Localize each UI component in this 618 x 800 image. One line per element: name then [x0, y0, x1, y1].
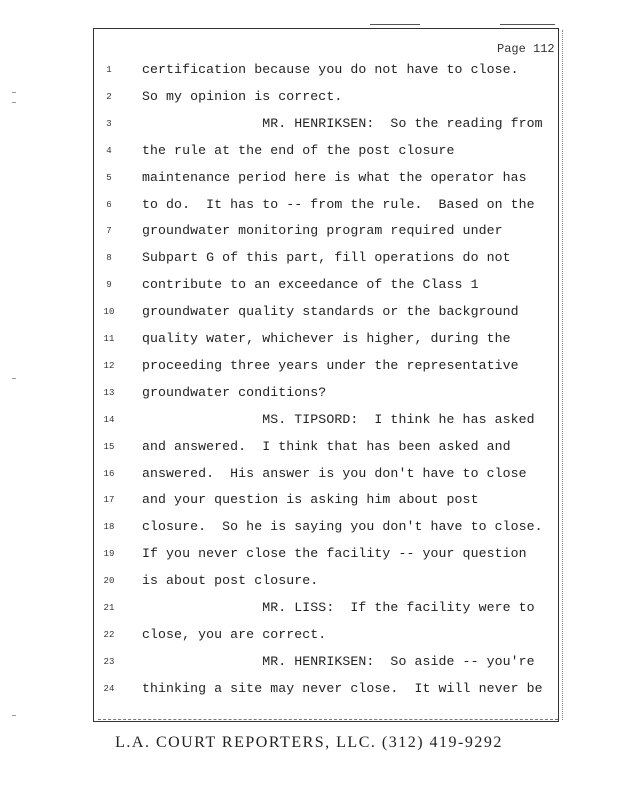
line-number: 13 [103, 387, 115, 398]
line-number: 7 [106, 226, 112, 237]
transcript-line [100, 573, 555, 595]
line-number: 1 [106, 65, 112, 75]
line-number: 6 [106, 199, 112, 210]
line-number: 24 [103, 683, 115, 694]
line-number: 3 [106, 118, 112, 129]
transcript-line [100, 170, 555, 192]
bottom-rule [98, 719, 558, 720]
transcript-line [100, 466, 555, 488]
line-text: groundwater quality standards or the background [142, 304, 519, 320]
line-text: groundwater monitoring program required under [142, 223, 503, 239]
transcript-line [100, 412, 555, 434]
line-number: 15 [103, 441, 115, 452]
line-text: MR. LISS: If the facility were to [142, 600, 535, 615]
line-number: 5 [106, 172, 112, 183]
line-text: groundwater conditions? [142, 384, 327, 400]
transcript-line [100, 439, 555, 461]
transcript-line [100, 385, 555, 407]
line-number: 14 [103, 414, 115, 425]
transcript-line [100, 62, 555, 84]
scan-mark [370, 24, 420, 25]
line-text: maintenance period here is what the operator has [142, 169, 527, 185]
transcript-line [100, 304, 555, 326]
line-text: closure. So he is saying you don't have to close. [142, 519, 543, 535]
line-number: 2 [106, 91, 112, 102]
page-edge [562, 30, 565, 720]
transcript-line [100, 546, 555, 568]
line-number: 8 [106, 253, 112, 264]
line-number: 17 [103, 495, 115, 506]
line-text: quality water, whichever is higher, during the [142, 331, 511, 346]
scan-mark [500, 24, 555, 25]
transcript-line [100, 223, 555, 245]
line-text: the rule at the end of the post closure [142, 142, 455, 158]
line-text: proceeding three years under the representative [142, 357, 519, 373]
transcript-line [100, 600, 555, 622]
line-text: certification because you do not have to close. [142, 62, 519, 77]
line-text: Subpart G of this part, fill operations do not [142, 250, 511, 266]
line-number: 9 [106, 280, 112, 291]
line-number: 18 [103, 522, 115, 533]
line-number: 11 [103, 334, 115, 344]
scan-mark [12, 92, 16, 93]
transcript-line [100, 250, 555, 272]
line-text: If you never close the facility -- your question [142, 546, 527, 562]
scan-mark [12, 378, 16, 379]
line-text: MR. HENRIKSEN: So aside -- you're [142, 653, 535, 669]
transcript-line [100, 654, 555, 676]
transcript-line [100, 627, 555, 649]
transcript-line [100, 681, 555, 703]
line-text: So my opinion is correct. [142, 88, 343, 104]
transcript-line [100, 331, 555, 353]
line-number: 12 [103, 360, 115, 371]
line-text: contribute to an exceedance of the Class 1 [142, 277, 479, 293]
transcript-line [100, 197, 555, 219]
transcript-line [100, 358, 555, 380]
transcript-line [100, 116, 555, 138]
line-text: close, you are correct. [142, 626, 327, 642]
line-number: 22 [103, 629, 115, 640]
line-number: 21 [103, 603, 115, 613]
line-text: is about post closure. [142, 573, 319, 589]
transcript-line [100, 519, 555, 541]
line-text: answered. His answer is you don't have to close [142, 465, 527, 481]
scan-mark [12, 102, 16, 103]
line-number: 4 [106, 145, 112, 156]
line-text: MS. TIPSORD: I think he has asked [142, 411, 535, 427]
reporter-footer: L.A. COURT REPORTERS, LLC. (312) 419-9292 [115, 734, 503, 751]
transcript-line [100, 89, 555, 111]
line-text: thinking a site may never close. It will never be [142, 680, 543, 696]
line-number: 10 [103, 307, 115, 318]
line-number: 16 [103, 468, 115, 479]
transcript-line [100, 277, 555, 299]
line-number: 23 [103, 656, 115, 667]
page-number: Page 112 [497, 42, 555, 56]
line-text: to do. It has to -- from the rule. Based on the [142, 196, 535, 212]
transcript-line [100, 492, 555, 514]
scan-mark [12, 715, 16, 716]
line-number: 19 [103, 549, 115, 560]
transcript-line [100, 143, 555, 165]
line-text: and your question is asking him about post [142, 492, 479, 508]
line-text: and answered. I think that has been asked and [142, 438, 511, 454]
line-number: 20 [103, 576, 115, 587]
line-text: MR. HENRIKSEN: So the reading from [142, 115, 543, 131]
